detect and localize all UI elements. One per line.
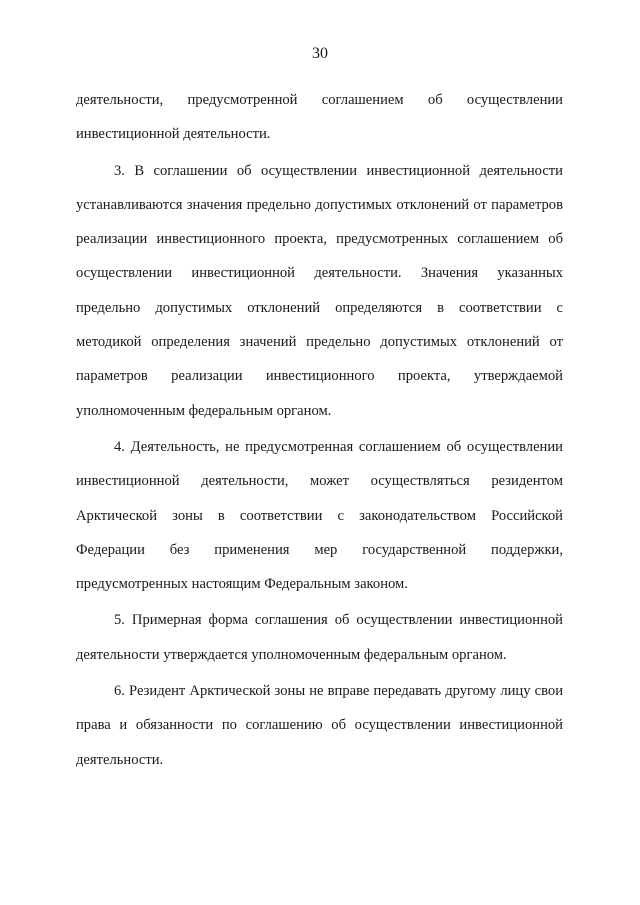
paragraph-item-6: 6. Резидент Арктической зоны не вправе передавать другому лицу свои права и обязанности по соглашению об осуществлении инвестиционной деятельности. <box>76 683 563 768</box>
paragraph-continuation: деятельности, предусмотренной соглашением об осуществлении инвестиционной деятельности. <box>76 92 563 143</box>
page-number: 30 <box>312 45 328 62</box>
paragraph-item-5: 5. Примерная форма соглашения об осуществлении инвестиционной деятельности утверждается уполномоченным федеральным органом. <box>76 612 563 663</box>
paragraph-item-4: 4. Деятельность, не предусмотренная соглашением об осуществлении инвестиционной деятельности, может осуществляться резидентом Арктической зоны в соответствии с законодательством Российской Федерации без применения мер государственной поддержки, предусмотренных настоящим Федеральным законом. <box>76 438 563 593</box>
paragraph-item-3: 3. В соглашении об осуществлении инвестиционной деятельности устанавливаются значения предельно допустимых отклонений от параметров реализации инвестиционного проекта, предусмотренных соглашением об осуществлении инвестиционной деятельности. Значения указанных предельно допустимых отклонений определяются в соответствии с методикой определения значений предельно допустимых отклонений от параметров реализации инвестиционного проекта, утверждаемой уполномоченным федеральным органом. <box>76 162 563 419</box>
document-body <box>76 83 563 777</box>
